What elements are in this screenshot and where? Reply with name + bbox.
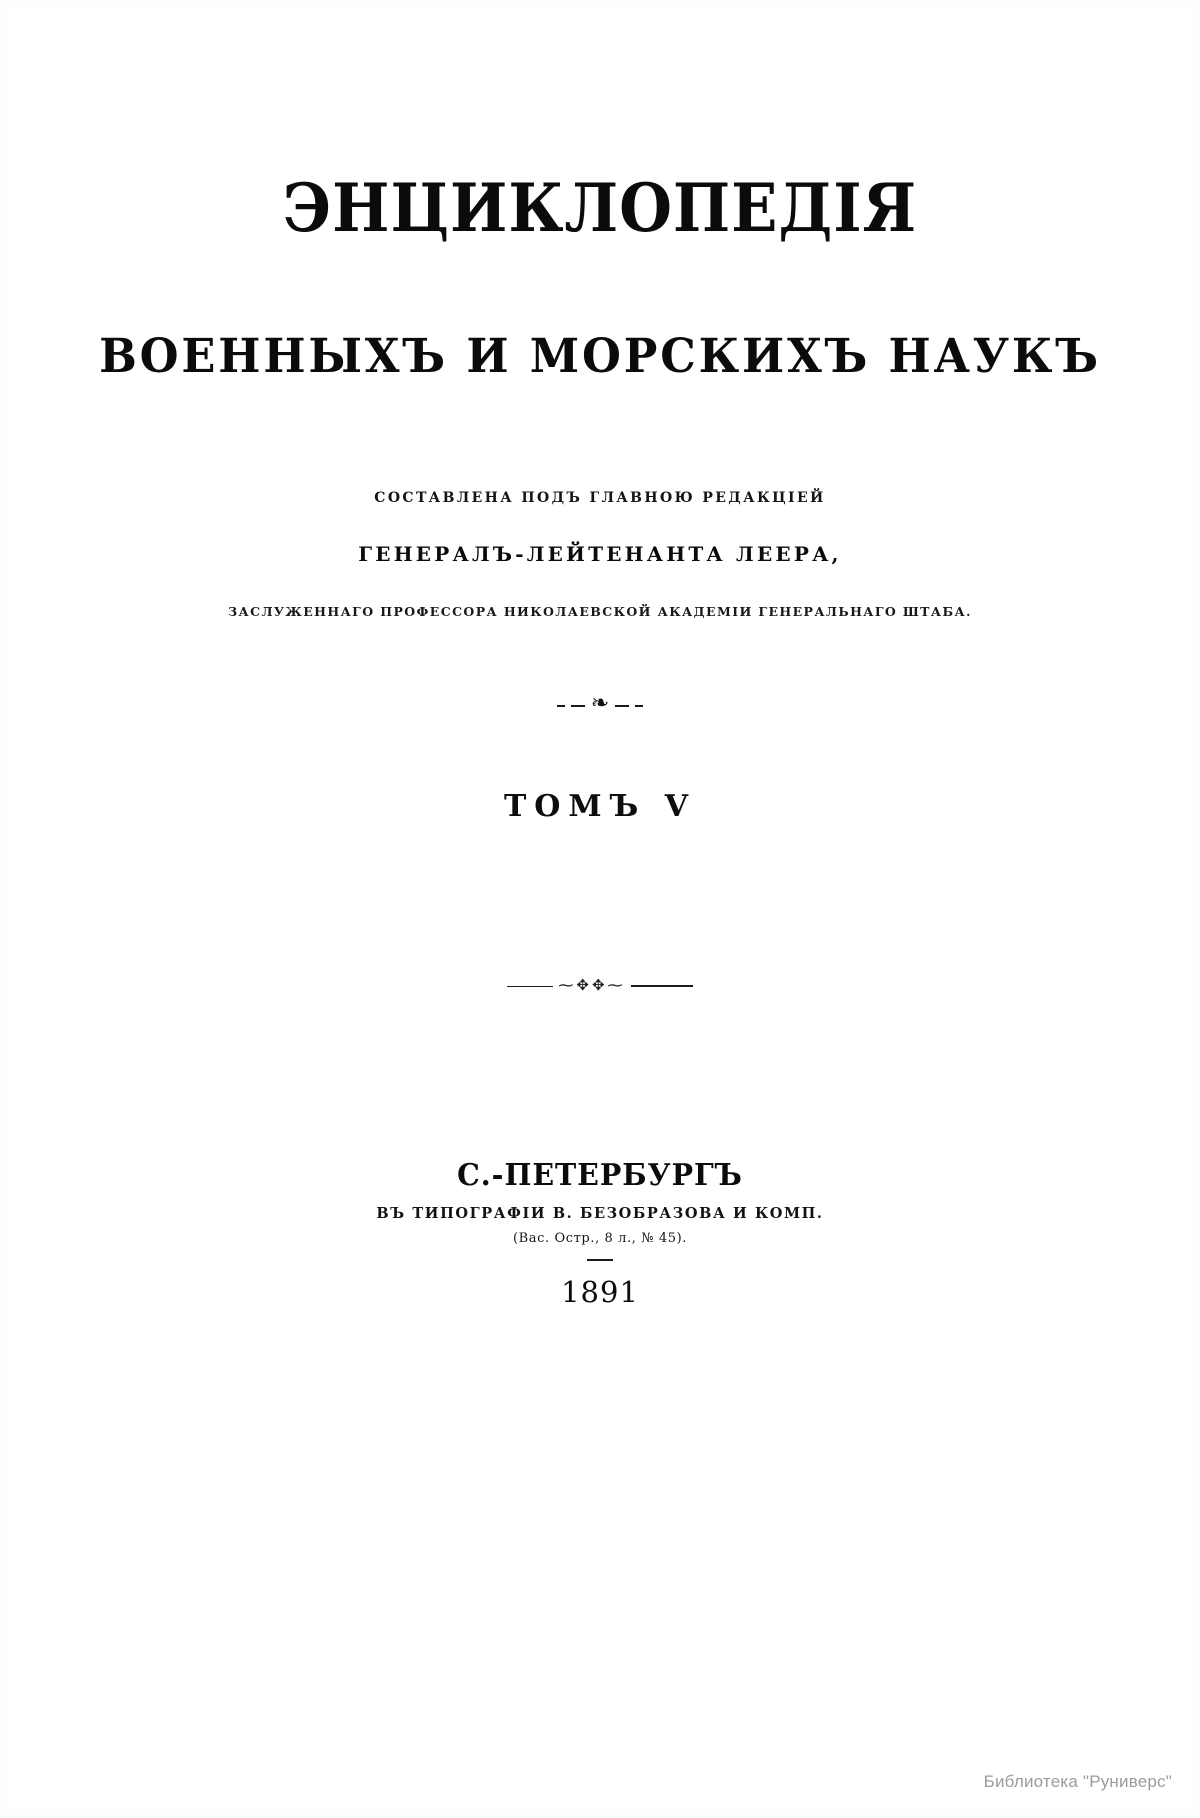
ornament-glyph: ❧ bbox=[590, 691, 610, 716]
ornament-dash-right-outer bbox=[635, 705, 643, 707]
editor-name-line: ГЕНЕРАЛЪ-ЛЕЙТЕНАНТА ЛЕЕРА, bbox=[358, 542, 842, 566]
volume-label: ТОМЪ V bbox=[503, 789, 697, 824]
imprint-block bbox=[0, 1158, 1200, 1309]
floral-ornament-icon bbox=[0, 693, 1200, 719]
divider-ornament-icon bbox=[0, 974, 1200, 998]
imprint-press: ВЪ ТИПОГРАФІИ В. БЕЗОБРАЗОВА И КОМП. bbox=[376, 1205, 824, 1222]
editorship-intro-line: СОСТАВЛЕНА ПОДЪ ГЛАВНОЮ РЕДАКЦІЕЙ bbox=[374, 490, 826, 506]
imprint-address: (Вас. Остр., 8 л., № 45). bbox=[512, 1231, 687, 1246]
page-subtitle: ВОЕННЫХЪ И МОРСКИХЪ НАУКЪ bbox=[99, 329, 1101, 384]
imprint-year: 1891 bbox=[561, 1275, 639, 1309]
imprint-city: С.-ПЕТЕРБУРГЪ bbox=[457, 1158, 743, 1193]
imprint-divider bbox=[587, 1259, 613, 1261]
divider-rule-left bbox=[507, 986, 553, 987]
library-watermark: Библиотека "Руниверс" bbox=[983, 1772, 1172, 1791]
editor-credentials-line: ЗАСЛУЖЕННАГО ПРОФЕССОРА НИКОЛАЕВСКОЙ АКАДЕМІИ ГЕНЕРАЛЬНАГО ШТАБА. bbox=[228, 604, 972, 619]
page-title: ЭНЦИКЛОПЕДІЯ bbox=[282, 169, 918, 247]
ornament-dash-right bbox=[615, 705, 629, 707]
divider-rule-right bbox=[631, 985, 693, 987]
ornament-dash-left-outer bbox=[557, 705, 565, 707]
ornament-dash-left bbox=[571, 705, 585, 707]
divider-glyph: ⁓✥✥⁓ bbox=[558, 975, 626, 994]
